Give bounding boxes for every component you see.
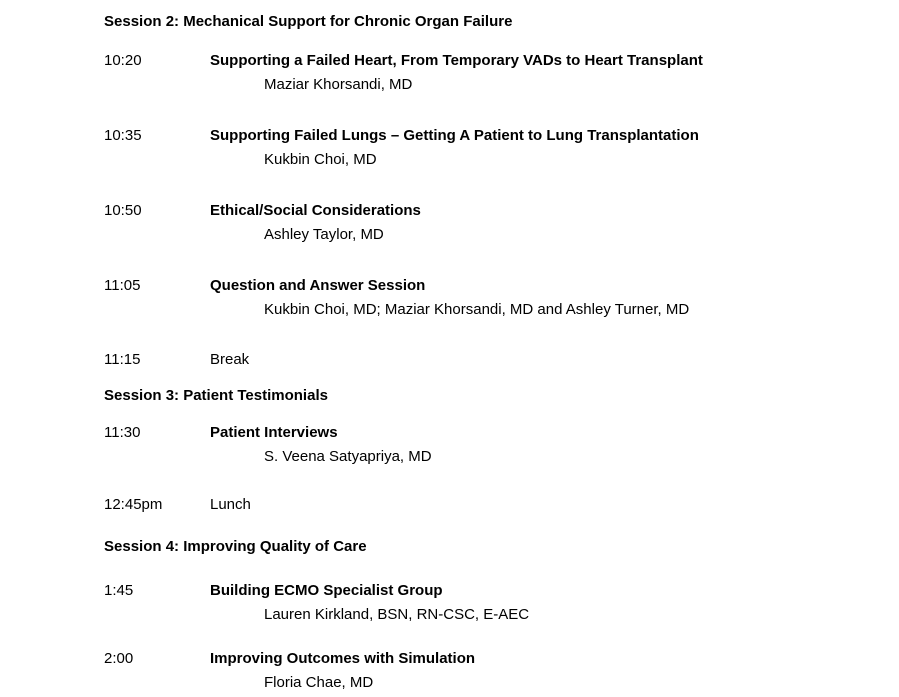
item-speakers: Lauren Kirkland, BSN, RN-CSC, E-AEC bbox=[264, 606, 530, 623]
item-speakers: Maziar Khorsandi, MD bbox=[264, 76, 413, 93]
item-title: Ethical/Social Considerations bbox=[210, 202, 421, 219]
item-speakers: S. Veena Satyapriya, MD bbox=[264, 448, 432, 465]
item-title: Break bbox=[210, 351, 250, 368]
agenda-item bbox=[104, 49, 859, 97]
item-time: 11:30 bbox=[104, 424, 141, 441]
item-title: Improving Outcomes with Simulation bbox=[210, 650, 476, 667]
item-time: 11:05 bbox=[104, 277, 141, 294]
session-heading: Session 3: Patient Testimonials bbox=[104, 387, 328, 404]
item-speakers: Ashley Taylor, MD bbox=[264, 226, 384, 243]
item-title: Building ECMO Specialist Group bbox=[210, 582, 443, 599]
agenda-item bbox=[104, 421, 859, 469]
agenda-item bbox=[104, 647, 859, 695]
item-time: 12:45pm bbox=[104, 496, 163, 513]
item-title: Patient Interviews bbox=[210, 424, 338, 441]
agenda-item-lunch bbox=[104, 493, 859, 517]
item-title: Question and Answer Session bbox=[210, 277, 426, 294]
item-speakers: Kukbin Choi, MD bbox=[264, 151, 377, 168]
agenda-item bbox=[104, 124, 859, 172]
item-title: Supporting a Failed Heart, From Temporary VADs to Heart Transplant bbox=[210, 52, 703, 69]
item-title: Lunch bbox=[210, 496, 251, 513]
item-time: 2:00 bbox=[104, 650, 134, 667]
item-time: 10:35 bbox=[104, 127, 142, 144]
item-speakers: Floria Chae, MD bbox=[264, 674, 374, 691]
agenda-item bbox=[104, 579, 859, 627]
agenda-item bbox=[104, 199, 859, 247]
agenda-item-break bbox=[104, 348, 859, 372]
session-heading: Session 4: Improving Quality of Care bbox=[104, 538, 367, 555]
item-time: 10:20 bbox=[104, 52, 142, 69]
item-time: 1:45 bbox=[104, 582, 134, 599]
item-time: 11:15 bbox=[104, 351, 141, 368]
item-time: 10:50 bbox=[104, 202, 142, 219]
agenda-item bbox=[104, 274, 859, 322]
item-title: Supporting Failed Lungs – Getting A Patient to Lung Transplantation bbox=[210, 127, 699, 144]
session-heading: Session 2: Mechanical Support for Chronic Organ Failure bbox=[104, 13, 513, 30]
item-speakers: Kukbin Choi, MD; Maziar Khorsandi, MD and Ashley Turner, MD bbox=[264, 301, 690, 318]
